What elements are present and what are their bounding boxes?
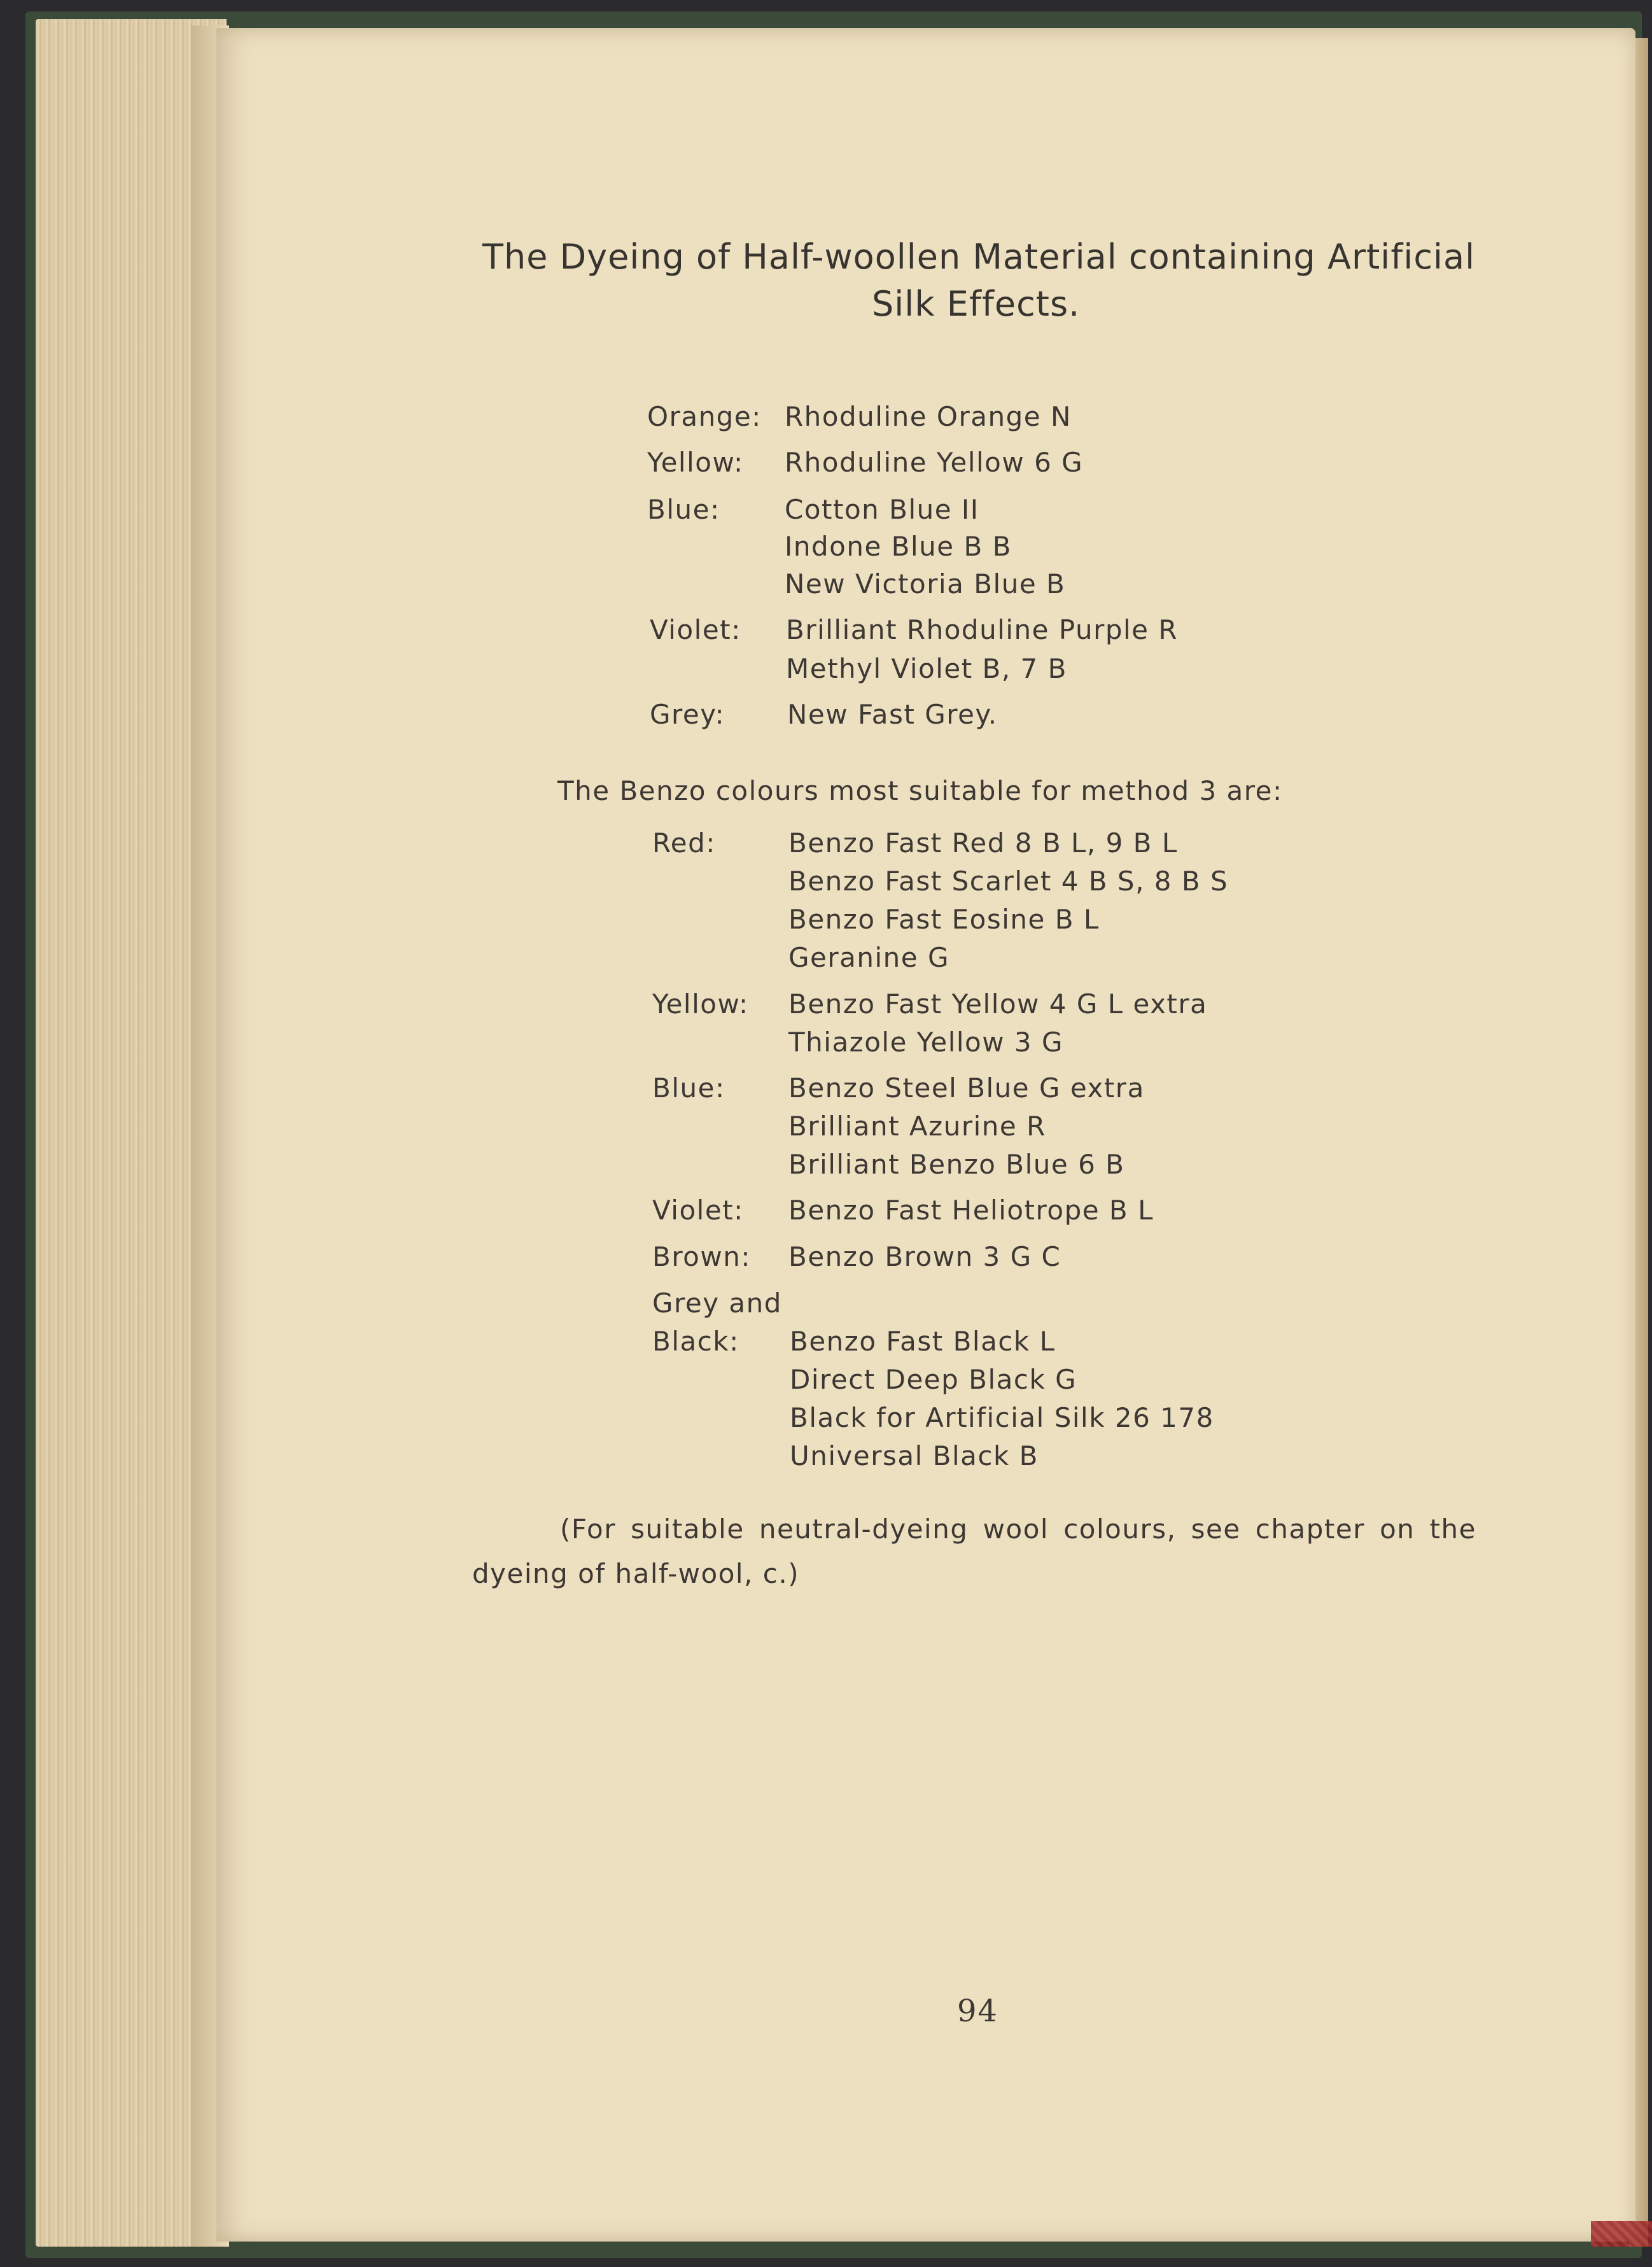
page-title-line-1: The Dyeing of Half-woollen Material containing Artificial <box>482 237 1476 277</box>
group1-label-blue: Blue: <box>647 494 720 525</box>
group2-value: Benzo Brown 3 G C <box>788 1241 1061 1272</box>
group1-value: New Victoria Blue B <box>785 568 1066 600</box>
group2-value: Benzo Fast Red 8 B L, 9 B L <box>788 827 1178 859</box>
group1-label-orange: Orange: <box>647 401 762 432</box>
group1-label-violet: Violet: <box>650 614 741 645</box>
group2-label-black: Black: <box>652 1326 739 1357</box>
page-title-line-2: Silk Effects. <box>872 284 1081 324</box>
group2-label-red: Red: <box>652 827 716 859</box>
group1-value: Methyl Violet B, 7 B <box>786 653 1067 684</box>
group2-value: Brilliant Azurine R <box>788 1111 1046 1142</box>
group2-value: Benzo Fast Scarlet 4 B S, 8 B S <box>788 866 1229 897</box>
group1-value: Rhoduline Yellow 6 G <box>785 447 1084 478</box>
group2-value: Black for Artificial Silk 26 178 <box>790 1402 1214 1433</box>
group2-value: Benzo Fast Heliotrope B L <box>788 1195 1154 1226</box>
group2-value: Universal Black B <box>790 1440 1039 1471</box>
group2-value: Geranine G <box>788 942 950 973</box>
group1-value: Brilliant Rhoduline Purple R <box>786 614 1179 645</box>
benzo-intro: The Benzo colours most suitable for method 3 are: <box>557 775 1283 806</box>
group1-label-yellow: Yellow: <box>647 447 744 478</box>
group2-label-yellow: Yellow: <box>652 988 749 1020</box>
group1-value: New Fast Grey. <box>787 699 998 730</box>
group2-value: Benzo Fast Black L <box>790 1326 1056 1357</box>
group2-label-blue: Blue: <box>652 1072 725 1104</box>
group2-value: Brilliant Benzo Blue 6 B <box>788 1149 1125 1180</box>
note-line-2: dyeing of half-wool, c.) <box>472 1558 800 1589</box>
group1-label-grey: Grey: <box>650 699 725 730</box>
group2-value: Benzo Fast Eosine B L <box>788 904 1100 935</box>
page-number: 94 <box>957 1993 999 2029</box>
note-line-1: (For suitable neutral-dyeing wool colours, see chapter on the <box>560 1513 1476 1545</box>
group2-label-brown: Brown: <box>652 1241 751 1272</box>
group2-value: Thiazole Yellow 3 G <box>788 1027 1064 1058</box>
group2-value: Benzo Steel Blue G extra <box>788 1072 1145 1104</box>
group2-value: Benzo Fast Yellow 4 G L extra <box>788 988 1208 1020</box>
group1-value: Rhoduline Orange N <box>785 401 1072 432</box>
group1-value: Indone Blue B B <box>785 531 1012 562</box>
group2-label-violet: Violet: <box>652 1195 744 1226</box>
group2-value: Direct Deep Black G <box>790 1364 1077 1395</box>
group2-label-grey-and: Grey and <box>652 1288 782 1319</box>
bookmark-ribbon <box>1591 2221 1652 2247</box>
group1-value: Cotton Blue II <box>785 494 979 525</box>
